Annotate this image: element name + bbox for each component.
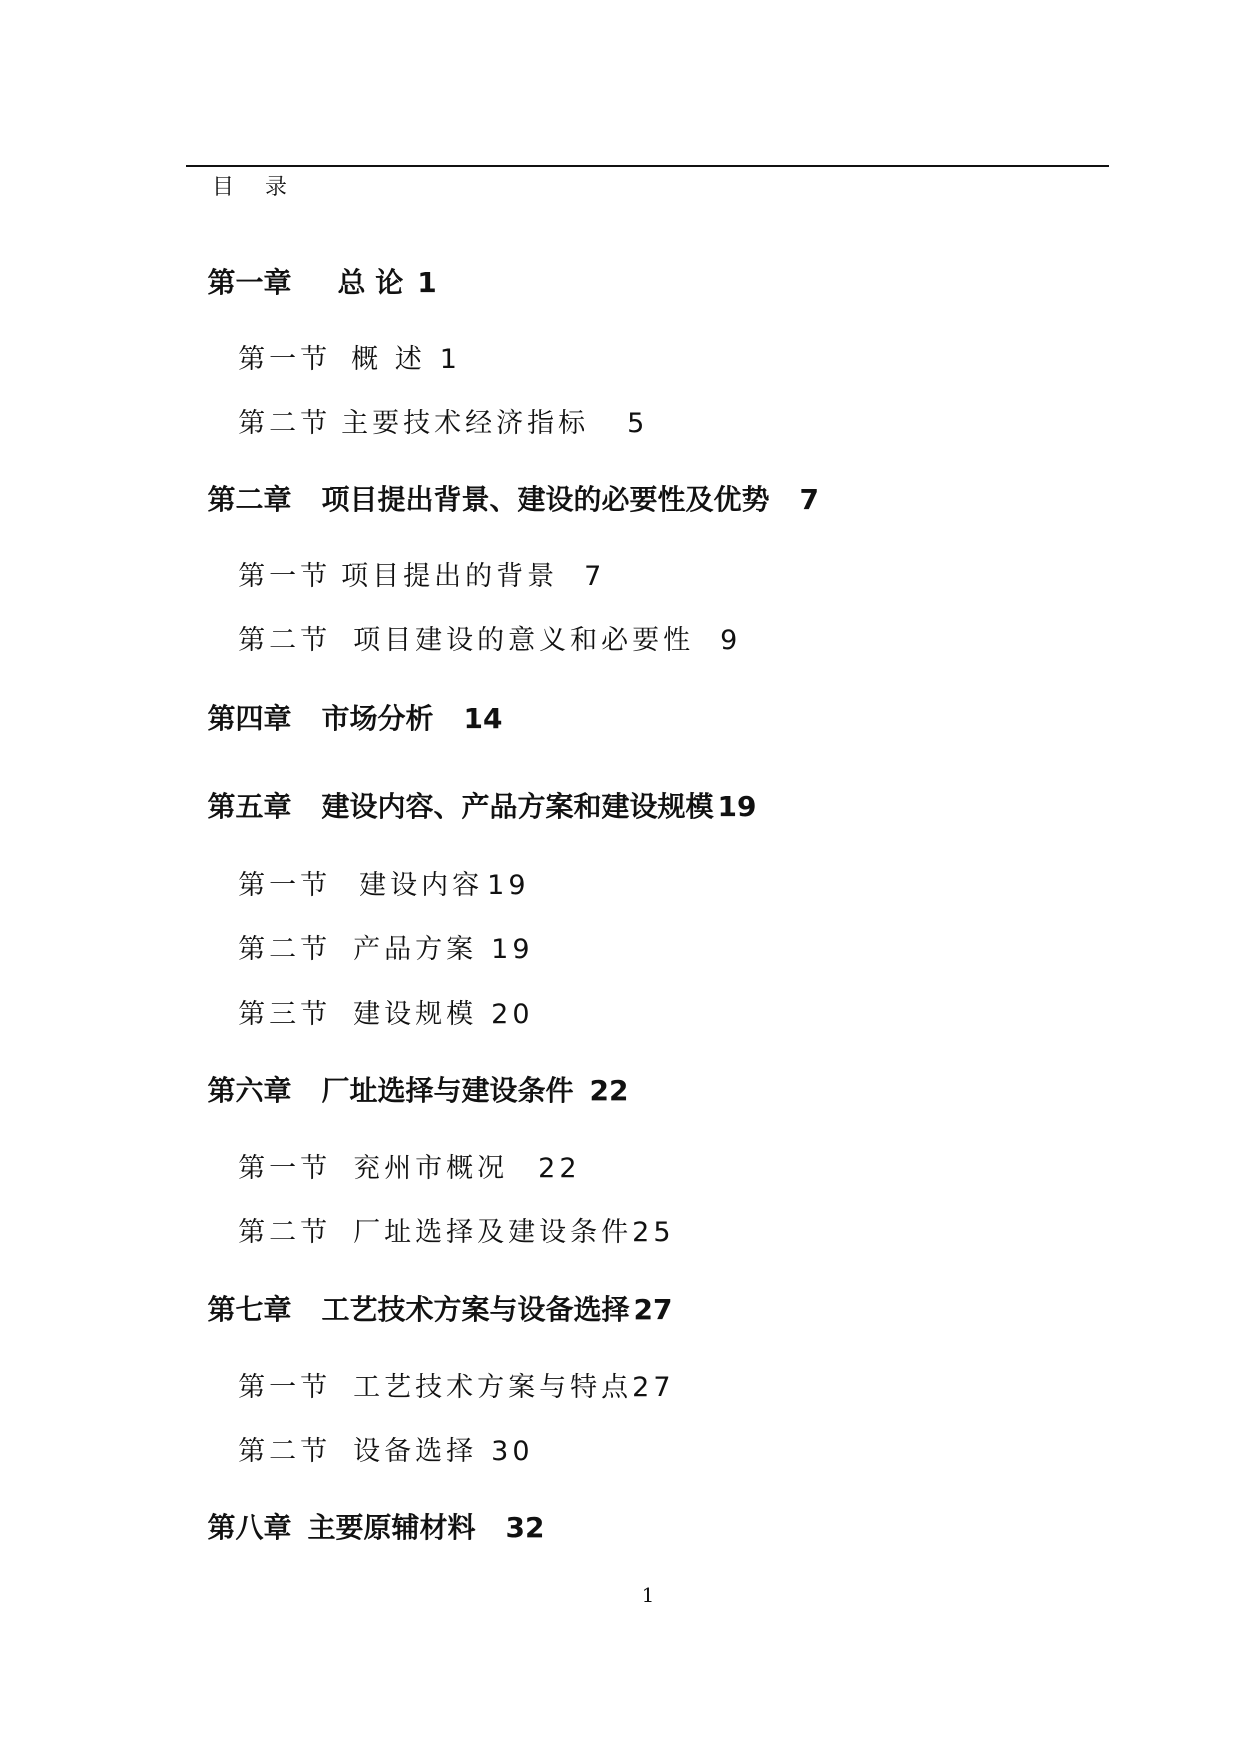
section-title: 产品方案 — [353, 934, 478, 965]
chapter-page: 27 — [633, 1293, 673, 1326]
chapter-page: 32 — [505, 1511, 545, 1544]
toc-chapter-1[interactable] — [188, 228, 437, 301]
chapter-number: 第六章 — [207, 1074, 292, 1107]
section-page: 9 — [720, 625, 742, 656]
section-number: 第一节 — [238, 1153, 332, 1184]
chapter-number: 第二章 — [207, 483, 292, 516]
chapter-title: 总 论 — [337, 266, 404, 299]
toc-section-6-2[interactable] — [213, 1179, 675, 1249]
chapter-number: 第五章 — [207, 790, 292, 823]
section-number: 第一节 — [238, 870, 332, 901]
chapter-title: 市场分析 — [321, 702, 434, 735]
toc-chapter-4[interactable] — [188, 664, 503, 737]
section-page: 30 — [491, 1436, 534, 1467]
toc-section-1-2[interactable] — [213, 370, 648, 440]
section-number: 第一节 — [238, 344, 332, 375]
section-number: 第一节 — [238, 1372, 332, 1403]
chapter-title: 项目提出背景、建设的必要性及优势 — [321, 483, 770, 516]
toc-chapter-8[interactable] — [188, 1473, 545, 1546]
toc-section-2-2[interactable] — [213, 587, 741, 657]
toc-chapter-2[interactable] — [188, 445, 819, 518]
section-title: 项目提出的背景 — [341, 561, 559, 592]
chapter-page: 1 — [417, 266, 437, 299]
section-page: 5 — [627, 408, 649, 439]
section-title: 厂址选择及建设条件 — [353, 1217, 633, 1248]
toc-section-6-1[interactable] — [213, 1115, 581, 1185]
section-title: 项目建设的意义和必要性 — [353, 625, 695, 656]
chapter-page: 14 — [463, 702, 503, 735]
section-title: 主要技术经济指标 — [341, 408, 590, 439]
toc-section-7-2[interactable] — [213, 1398, 534, 1468]
section-number: 第一节 — [238, 561, 332, 592]
chapter-title: 建设内容、产品方案和建设规模 — [321, 790, 714, 823]
toc-section-1-1[interactable] — [213, 306, 461, 376]
section-title: 概 述 — [351, 344, 426, 375]
section-page: 25 — [632, 1217, 675, 1248]
section-title: 建设规模 — [353, 999, 478, 1030]
chapter-number: 第八章 — [207, 1511, 292, 1544]
section-page: 1 — [439, 344, 461, 375]
toc-chapter-5[interactable] — [188, 752, 757, 825]
section-number: 第二节 — [238, 934, 332, 965]
section-page: 7 — [584, 561, 606, 592]
chapter-title: 工艺技术方案与设备选择 — [321, 1293, 630, 1326]
section-number: 第二节 — [238, 1436, 332, 1467]
section-page: 19 — [491, 934, 534, 965]
toc-section-5-2[interactable] — [213, 896, 534, 966]
section-page: 19 — [487, 870, 530, 901]
chapter-page: 22 — [589, 1074, 629, 1107]
chapter-number: 第四章 — [207, 702, 292, 735]
section-number: 第二节 — [238, 408, 332, 439]
chapter-page: 7 — [799, 483, 820, 516]
toc-heading: 目 录 — [212, 175, 299, 200]
section-title: 兖州市概况 — [353, 1153, 509, 1184]
section-page: 20 — [491, 999, 534, 1030]
header-rule — [186, 165, 1109, 167]
page-number: 1 — [641, 1583, 655, 1607]
toc-section-5-1[interactable] — [213, 832, 530, 902]
section-number: 第二节 — [238, 625, 332, 656]
toc-section-5-3[interactable] — [213, 961, 534, 1031]
toc-section-2-1[interactable] — [213, 523, 605, 593]
chapter-title: 主要原辅材料 — [307, 1511, 476, 1544]
section-page: 27 — [632, 1372, 675, 1403]
chapter-number: 第一章 — [207, 266, 292, 299]
chapter-title: 厂址选择与建设条件 — [321, 1074, 574, 1107]
section-title: 设备选择 — [353, 1436, 478, 1467]
section-title: 工艺技术方案与特点 — [353, 1372, 633, 1403]
chapter-number: 第七章 — [207, 1293, 292, 1326]
toc-section-7-1[interactable] — [213, 1334, 675, 1404]
toc-chapter-7[interactable] — [188, 1255, 673, 1328]
toc-chapter-6[interactable] — [188, 1036, 629, 1109]
section-number: 第二节 — [238, 1217, 332, 1248]
section-title: 建设内容 — [359, 870, 484, 901]
chapter-page: 19 — [717, 790, 757, 823]
section-page: 22 — [538, 1153, 581, 1184]
section-number: 第三节 — [238, 999, 332, 1030]
